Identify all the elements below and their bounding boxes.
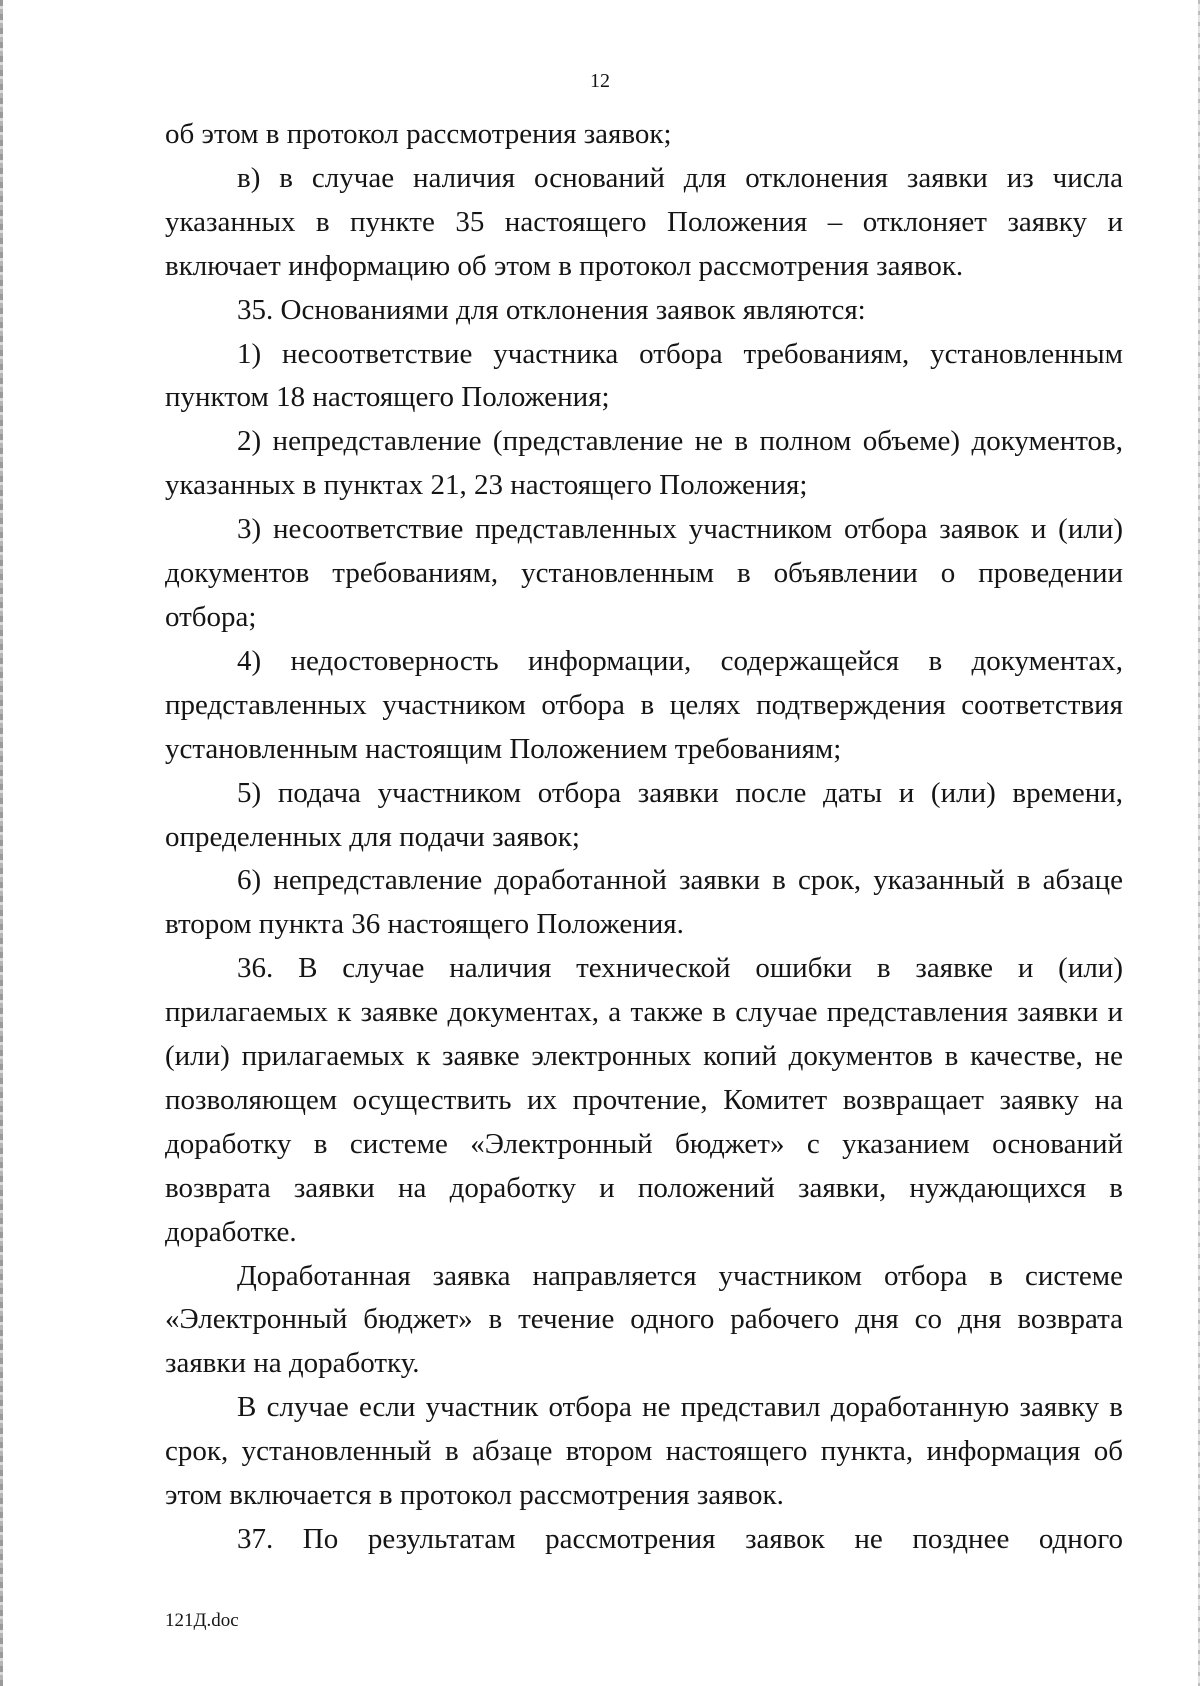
paragraph-clause-36-second: Доработанная заявка направляется участником отбора в системе «Электронный бюджет» в течение одного рабочего дня со дня возврата заявки на доработку.	[165, 1259, 1123, 1380]
paragraph-clause-36-third: В случае если участник отбора не представил доработанную заявку в срок, установленный в абзаце втором настоящего пункта, информация об этом включается в протокол рассмотрения заявок.	[165, 1391, 1123, 1512]
document-body	[165, 113, 1123, 1562]
paragraph-clause-35: 35. Основаниями для отклонения заявок являются:	[237, 293, 866, 326]
scan-edge-left	[0, 0, 3, 1686]
paragraph-item-v: в) в случае наличия оснований для отклонения заявки из числа указанных в пункте 35 настоящего Положения – отклоняет заявку и включает информацию об этом в протокол рассмотрения заявок.	[165, 161, 1123, 282]
list-item-4: 4) недостоверность информации, содержащейся в документах, представленных участником отбора в целях подтверждения соответствия установленным настоящим Положением требованиям;	[165, 644, 1123, 765]
list-item-5: 5) подача участником отбора заявки после даты и (или) времени, определенных для подачи заявок;	[165, 776, 1123, 853]
list-item-2: 2) непредставление (представление не в полном объеме) документов, указанных в пунктах 21, 23 настоящего Положения;	[165, 425, 1123, 502]
list-item-6: 6) непредставление доработанной заявки в срок, указанный в абзаце втором пункта 36 настоящего Положения.	[165, 864, 1123, 941]
paragraph-clause-36: 36. В случае наличия технической ошибки в заявке и (или) прилагаемых к заявке документах, а также в случае представления заявки и (или) прилагаемых к заявке электронных копий документов в качестве, не позволяющем осуществить их прочтение, Комитет возвращает заявку на доработку в системе «Электронный бюджет» с указанием оснований возврата заявки на доработку и положений заявки, нуждающихся в доработке.	[165, 952, 1123, 1248]
list-item-1: 1) несоответствие участника отбора требованиям, установленным пунктом 18 настоящего Положения;	[165, 337, 1123, 414]
paragraph-continuation: об этом в протокол рассмотрения заявок;	[165, 118, 672, 150]
list-item-3: 3) несоответствие представленных участником отбора заявок и (или) документов требованиям, установленным в объявлении о проведении отбора;	[165, 513, 1123, 633]
footer-file-name: 121Д.doc	[165, 1610, 239, 1631]
page-number: 12	[590, 70, 610, 92]
paragraph-clause-37: 37. По результатам рассмотрения заявок не позднее одного	[237, 1523, 1123, 1555]
